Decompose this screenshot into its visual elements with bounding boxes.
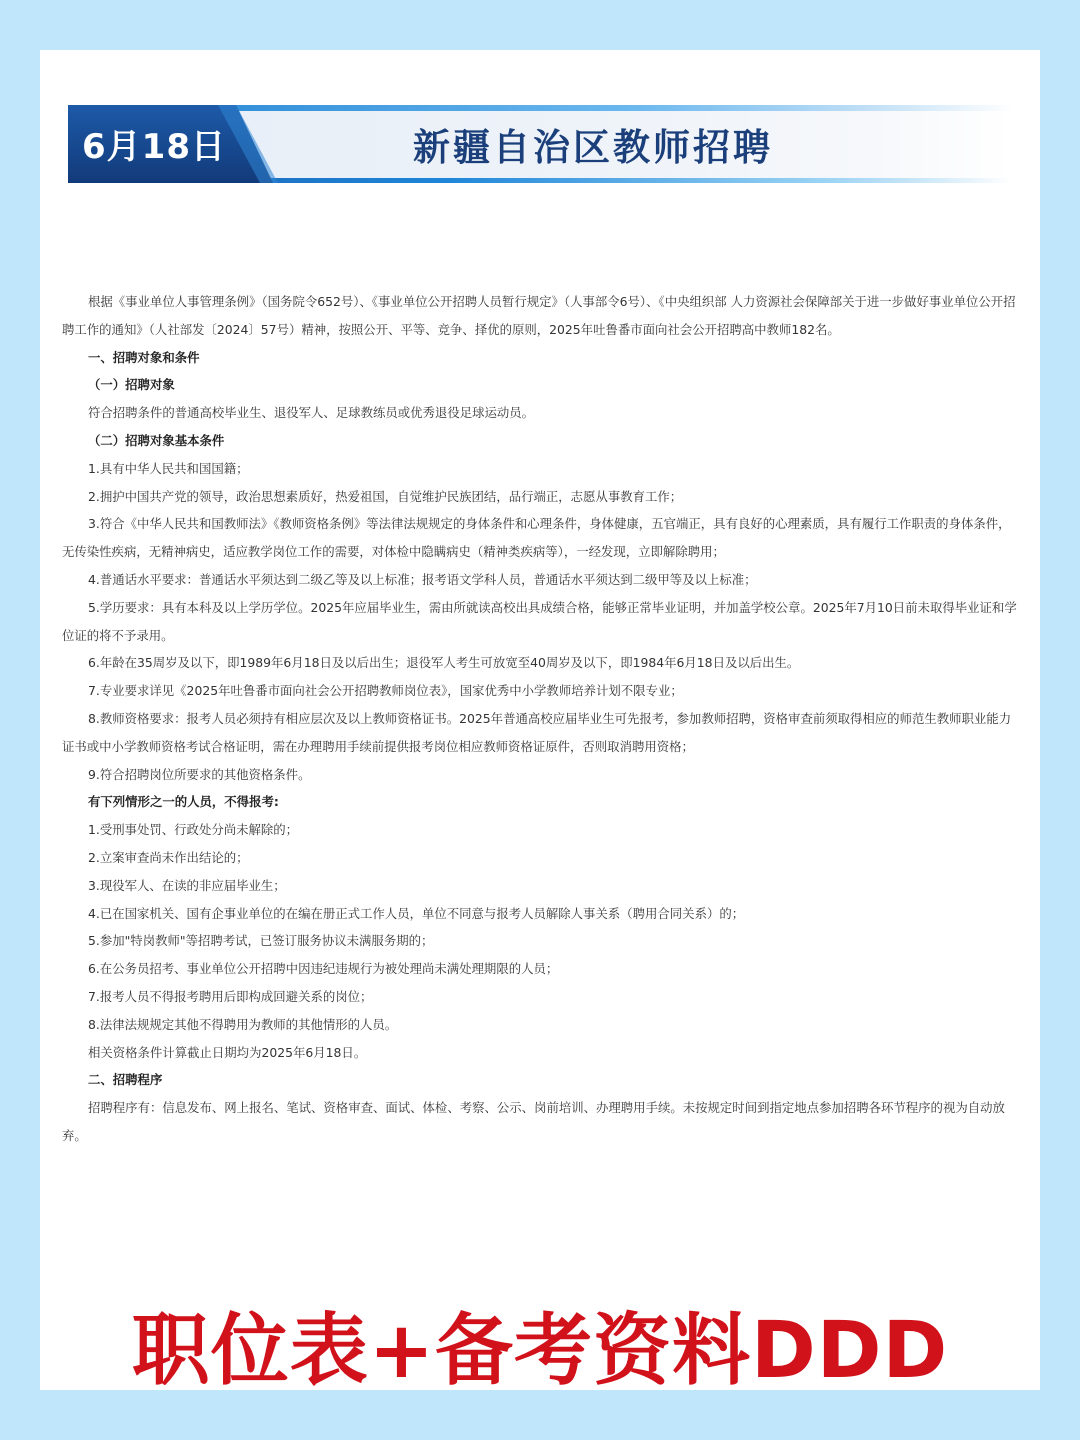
subsection-heading: （一）招聘对象 [88,377,175,393]
exclusion-item: 8.法律法规规定其他不得聘用为教师的其他情形的人员。 [88,1016,398,1032]
exclusion-item: 3.现役军人、在读的非应届毕业生； [88,877,286,893]
exclusion-item: 7.报考人员不得报考聘用后即构成回避关系的岗位； [88,988,373,1004]
exclusion-item: 2.立案审查尚未作出结论的； [88,849,249,865]
condition-item: 1.具有中华人民共和国国籍； [88,460,249,476]
paragraph: 符合招聘条件的普通高校毕业生、退役军人、足球教练员或优秀退役足球运动员。 [88,405,535,421]
exclusion-item: 6.在公务员招考、事业单位公开招聘中因违纪违规行为被处理尚未满处理期限的人员； [88,961,559,977]
exclusion-heading: 有下列情形之一的人员，不得报考: [88,794,279,810]
procedure-paragraph: 招聘程序有：信息发布、网上报名、笔试、资格审查、面试、体检、考察、公示、岗前培训、办理聘用手续。未按规定时间到指定地点参加招聘各环节程序的视为自动放弃。 [62,1100,1005,1143]
date-label: 6月18日 [82,127,226,167]
footer-promo-text: 职位表+备考资料DDD [131,1306,949,1396]
section-heading: 一、招聘对象和条件 [88,349,200,365]
condition-item: 7.专业要求详见《2025年吐鲁番市面向社会公开招聘教师岗位表》，国家优秀中小学教师培养计划不限专业； [88,683,683,699]
condition-item: 8.教师资格要求：报考人员必须持有相应层次及以上教师资格证书。2025年普通高校应届毕业生可先报考，参加教师招聘，资格审查前须取得相应的师范生教师职业能力证书或中小学教师资格考试合格证明，需在办理聘用手续前提供报考岗位相应教师资格证原件，否则取消聘用资格； [62,710,1012,754]
page-title: 新疆自治区教师招聘 [413,126,773,169]
section-heading: 二、招聘程序 [88,1072,163,1088]
condition-item: 6.年龄在35周岁及以下，即1989年6月18日及以后出生；退役军人考生可放宽至40周岁及以下，即1984年6月18日及以后出生。 [88,655,800,671]
article-body [62,288,1020,1150]
exclusion-item: 5.参加"特岗教师"等招聘考试，已签订服务协议未满服务期的； [88,933,434,949]
deadline-note: 相关资格条件计算截止日期均为2025年6月18日。 [88,1044,367,1060]
condition-item: 5.学历要求：具有本科及以上学历学位。2025年应届毕业生，需由所就读高校出具成绩合格，能够正常毕业证明，并加盖学校公章。2025年7月10日前未取得毕业证和学位证的将不予录用。 [62,599,1017,643]
exclusion-item: 4.已在国家机关、国有企事业单位的在编在册正式工作人员，单位不同意与报考人员解除人事关系（聘用合同关系）的； [88,905,745,921]
condition-item: 2.拥护中国共产党的领导，政治思想素质好，热爱祖国，自觉维护民族团结，品行端正，志愿从事教育工作； [88,488,683,504]
condition-item: 3.符合《中华人民共和国教师法》《教师资格条例》等法律法规规定的身体条件和心理条件，身体健康，五官端正，具有良好的心理素质，具有履行工作职责的身体条件，无传染性疾病，无精神病史，适应教学岗位工作的需要，对体检中隐瞒病史（精神类疾病等），一经发现，立即解除聘用； [62,516,1011,560]
subsection-heading: （二）招聘对象基本条件 [88,432,225,448]
header-banner [68,105,1012,183]
intro-paragraph: 根据《事业单位人事管理条例》（国务院令652号）、《事业单位公开招聘人员暂行规定》（人事部令6号）、《中央组织部 人力资源社会保障部关于进一步做好事业单位公开招聘工作的通知》（人社部发〔2024〕57号）精神，按照公开、平等、竞争、择优的原则，2025年吐鲁番市面向社会公开招聘高中教师182名。 [62,294,1016,337]
condition-item: 4.普通话水平要求：普通话水平须达到二级乙等及以上标准；报考语文学科人员，普通话水平须达到二级甲等及以上标准； [88,571,757,587]
exclusion-item: 1.受刑事处罚、行政处分尚未解除的； [88,822,299,838]
condition-item: 9.符合招聘岗位所要求的其他资格条件。 [88,766,311,782]
document-card [40,50,1040,1396]
